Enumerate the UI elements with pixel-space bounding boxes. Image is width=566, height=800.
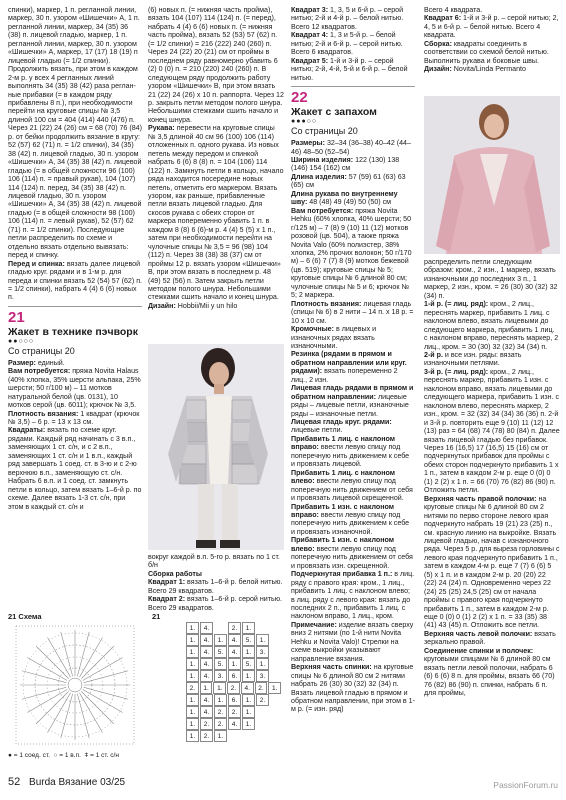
col2-top-text: (6) новых п. (= нижняя часть пройма), вязать 104 (107) 114 (124) п. (= перед), набрать 4 (4) 6 (6) новых п. (= нижняя часть пройма), вязать 52 (53) 57 (62) п. (= 1/2 спинки) = 216 (222) 240 (260) п. Через 24 (22) 20 (21) см от проймы в последнем ряду равномерно убавить 6 (2) 0 (0) п. = 210 (220) 240 (260) п. В следующем ряду продолжить работу узором «Шишечки» В, при этом вязать 21 (22) 24 (26) х 10 п. раппорта. Через 12 р. закрыть петли методом полого шнура. Небольшими стежками сшить начало и конец шнура. [148,6,284,124]
inc-right-text: ввести левую спицу под поперечную нить движением к себе и провязать лицевой. [291,443,410,469]
square-2-heading: Квадрат 2: [148,595,186,604]
assembly-grid-label: 21 [152,612,161,621]
grid-row [186,658,282,670]
assembly-grid [186,622,282,742]
watermark: PassionForum.ru [493,780,558,790]
grid-cell: 1. [242,706,255,718]
grid-cell: 1. [242,646,255,658]
chart-spoke [22,687,66,699]
column-2 [148,6,284,310]
section-number-21: 21 [8,308,25,326]
col4-main-text: распределить петли следующим образом: кром., 2 изн., 1 маркер, вязать изнаночными до последних 3 п., 1 маркер, 2 изн., кром. = 26 (30) 30 (32) 32 (34) п. [424,258,558,300]
schema-label: 21 Схема [8,612,42,621]
grid-row [186,682,282,694]
inc-right-heading: Прибавить 1 лиц. с наклоном вправо: [291,434,396,452]
grid-row [186,730,282,742]
magazine-title: Burda Вязание [29,777,98,788]
grid-cell: 1. [228,658,241,670]
grid-cell: 3. [256,670,269,682]
width-heading: Ширина изделия: [291,155,354,164]
col2-tail-text: вокруг каждой в.п. 5-го р. вязать по 1 ст. б/н [148,553,280,570]
section-number-22: 22 [291,89,308,107]
chart-spoke [81,691,114,724]
width-text: 122 (130) 138 (146) 154 (162) см [291,155,400,173]
left-front-text: вязать зеркально правой. [424,629,556,647]
materials-text: пряжа Novita Hehku (60% хлопка, 40% шерсти; 50 г/125 м) – 7 (8) 9 (10) 11 (12) мотков розовой (цв. 504), а также пряжа Novita Valo (60% полиэстер, 38% хлопка, 2% прочих волокон; 50 г/170 м) – 6 (6) 7 (7) 8 (9) мотков бежевой (цв. 519); круговые спицы № 5; круговые спицы № 6 длиной 80 см; чулочные спицы № 5 и 6; крючок № 5; 2 маркера. [291,206,412,300]
right-front-text: на круговые спицы № 6 длиной 80 см 2 нитями по перво стороне левого края подчеркнуто набрать 19 (21) 23 (25) п., см. красную линию на выкройке. Вязать лицевой гладью, начав с изнаночного ряда. Через 5 р. для выреза горловины с левого края подчеркнуто прибавить 1 п., затем в каждом 4-м р. еще 7 (7) 6 (6) 5 (5) х 1 п. и в каждом 2-м р. 20 (20) 22 (22) 24 (24) п. Одновременно через 22 (24) 25 (25) 24,5 (25) см от начала проймы с правого края подчеркнуто прибавить 1 п., затем в каждом 2-м р. еще 0 (0) 0 (1) 2 (2) х 1 п. = 33 (35) 38 (41) 43 (45) п. Отложить все петли. [424,494,560,630]
patchwork-jacket-photo [148,344,284,550]
grid-cell: 1. [214,730,227,742]
grid-cell: 1. [242,670,255,682]
grid-cell: 3. [214,670,227,682]
grid-cell: 4. [241,682,254,694]
grid-cell: 4. [200,622,213,634]
grid-cell: 1. [186,622,199,634]
grid-cell: 1. [186,694,199,706]
legend-chain: = 1 в.п. [59,752,81,759]
materials-heading: Вам потребуется: [291,206,354,215]
grid-row [186,706,282,718]
chart-spoke [77,694,89,738]
square-3-heading: Квадрат 3: [291,6,329,14]
grid-row [186,670,282,682]
inc-purl-right-heading: Прибавить 1 изн. с наклоном вправо: [291,502,394,520]
row2-text: и все изн. ряды: вязать изнаночными петлями. [424,350,522,368]
grid-cell: 4. [200,658,213,670]
grid-cell: 1. [213,682,226,694]
size-heading: Размер: [8,358,36,367]
legend-slip-stitch-icon: ● [8,752,12,759]
page-number: 52 [8,776,21,788]
stockinette-text: лицевые ряды – лицевые петли, изнаночные ряды – изнаночные петли. [291,392,409,418]
grid-cell: 6. [228,670,241,682]
grid-row [186,646,282,658]
column-4 [424,6,560,74]
materials-heading: Вам потребуется: [8,367,71,376]
grid-row [186,718,282,730]
chart-legend [8,752,119,759]
square-5-text: 1-й и 3-й р. – серой нитью; 2-й, 4-й, 5-й и 6-й р. – белой нитью. [291,56,408,82]
chart-spoke [61,632,73,676]
issue-number: 03/25 [100,777,126,788]
grid-cell: 1. [214,634,227,646]
grid-cell: 1. [186,718,199,730]
edge-heading: Кромочные: [291,325,334,334]
edge-text: в лицевых и изнаночных рядах вязать изнаночными. [291,325,377,350]
square-1-text: вязать 1–6-й р. белой нитью. Всего 29 квадратов. [148,578,283,595]
inc-left-heading: Прибавить 1 лиц. с наклоном влево: [291,468,396,486]
size-text: единый. [35,358,65,367]
column-2-lower [148,553,284,612]
inc-purl-left-text: ввести левую спицу под поперечную нить движением от себя и провязать изн. скрещенной. [291,544,413,570]
grid-cell: 4. [228,718,241,730]
length-text: 57 (59) 61 (63) 63 (65) см [291,172,406,190]
shaping-heading: Подчеркнутая прибавка 1 п.: [291,570,393,579]
grid-row [186,622,282,634]
square-2-text: вязать 1–6-й р. серой нитью. Всего 29 квадратов. [148,595,282,612]
grid-cell: 2. [256,694,269,706]
grid-cell: 2. [200,730,213,742]
chart-spoke [81,646,114,679]
design-heading: Дизайн: [424,65,452,74]
square-4-heading: Квадрат 4: [291,31,329,40]
row1-heading: 1-й р. (= лиц. ряд): [424,300,489,309]
grid-cell: 1. [186,730,199,742]
inner-sleeve-heading: Длина рукава по внутреннему шву: [291,189,398,207]
sizes-heading: Размеры: [291,139,325,148]
difficulty-rating: ●●○○○ [8,337,35,345]
section-title-22: Жакет с запахом [291,106,377,119]
grid-cell: 5. [242,658,255,670]
chart-spoke [36,691,69,724]
square-6-text: 1-й и 3-й р. – серой нитью; 2, 4, 5 и 6-й р. – белой нитью. Всего 4 квадрата. [424,14,559,40]
left-front-heading: Верхняя часть левой полочки: [424,629,533,638]
grid-cell: 1. [186,634,199,646]
grid-cell: 2. [255,682,268,694]
grid-cell: 1. [242,718,255,730]
section-title-21: Жакет в технике пэчворк [8,325,138,338]
grid-cell: 1. [214,694,227,706]
chart-spoke [77,632,89,676]
grid-row [186,694,282,706]
sleeves-text: перевести на круговые спицы № 3,5 длиной 40 см 96 (100) 106 (114) отложенных п. одного рукава. Из новых петель между передом и спинкой набрать 6 (6) 8 (8) п. = 104 (106) 114 (122) п. Замкнуть петли в кольцо, начало ряда находится посередине новых петель, отметить его маркером. Вязать узором, как раньше, прибавленные петли вязать лицевой гладью. Для скосов рукава с обеих сторон от маркера попеременно убавить 1 п. в каждом 8 (8) 6 (6)-м р. 4 (4) 5 (5) х 1 п., затем при необходимости перейти на чулочные спицы № 3,5 = 96 (98) 104 (112) п. Через 38 (38) 38 (37) см от проймы 12 р. вязать узором «Шишечки» В, при этом вязать в последнем р. 48 (49) 52 (56) п. Затем закрыть петли методом полого шнура. Небольшими стежками сшить начало и конец шнура. [148,124,284,302]
grid-cell: 1. [268,682,281,694]
grid-cell: 4. [228,646,241,658]
assembly-heading: Сборка работы [148,569,202,578]
page-reference: Со страницы 20 [291,126,358,137]
front-back-heading: Перед и спинка: [8,259,65,268]
col4-top-text: Всего 4 квадрата. [424,6,483,14]
grid-cell: 4. [200,670,213,682]
note-heading: Примечание: [291,620,337,629]
square-3-text: 1, 3, 5 и 6-й р. – серой нитью; 2-й и 4-й р. – белой нитью. Всего 12 квадратов. [291,6,404,31]
length-heading: Длина изделия: [291,172,347,181]
circular-text: лицевые петли. [291,426,343,435]
grid-cell [214,622,227,634]
grid-cell: 1. [186,706,199,718]
legend-chain-icon: ○ [53,752,58,759]
square-4-text: 1, 3 и 5-й р. – белой нитью; 2-й и 6-й р. – серой нитью. Всего 6 квадратов. [291,31,403,57]
shaping-text: в лиц. ряду с правого края: кром., 1 лиц., прибавить 1 лиц. с наклоном влево; в лиц. ряду с левого края: вязать до последних 2 п., прибавить 1 лиц. с наклоном вправо, 1 лиц., кром. [291,570,415,621]
grid-cell: 1. [242,694,255,706]
grid-cell: 2. [228,706,241,718]
materials-text: пряжа Novita Halaus (40% хлопка, 35% шерсти альпака, 25% шерсти; 50 г/100 м) – 11 мотков натуральной белой (цв. 0131), 10 мотков серой (цв. 6011); крючок № 3,5. [8,367,141,410]
rib-heading: Резинка (рядами в прямом и обратном направлении или круг. рядами): [291,350,407,376]
join-text: круговыми спицами № 6 длиной 80 см вязать петли левой полочки, набрать 6 (6) 6 (6) 8 п. для проймы, вязать 66 (70) 76 (82) 86 (90) п. спинки, набрать 6 п. для проймы, [424,655,555,698]
difficulty-rating: ●●●○○ [291,118,318,126]
grid-cell: 6. [228,694,241,706]
row3-text: кром., 2 лиц., переснять маркер, прибавить 1 изн. с наклоном вправо, вязать лицевыми до следующего маркера, прибавить 1 изн. с наклоном влево, переснять маркер, 2 изн., кром. = 32 (32) 34 (34) 36 (36) п. 2-й и 3-й р. повторить еще 9 (10) 11 (12) 12 (13) раз = 64 (68) 74 (78) 80 (84) п. Далее вязать лицевой гладью без прибавок. Через 16 (16,5) 17 (16,5) 15 (16) см от подчеркнутых прибавок для проймы с обеих сторон подчеркнуто прибавить 1 х 1 п., затем в каждом 2-м р. еще 0 (0) 0 (1) 2 (2) х 1 п. = 66 (70) 76 (82) 86 (90) п. Отложить петли. [424,367,560,495]
grid-cell: 5. [214,646,227,658]
sizes-text: 32–34 (36–38) 40–42 (44–46) 48–50 (52–54) [291,139,411,156]
section-divider [291,86,415,87]
design-text: Novita/Linda Permanto [451,65,526,74]
grid-cell: 2. [227,682,240,694]
wrap-jacket-photo [424,96,560,254]
assembly-heading: Сборка: [424,39,452,48]
grid-cell: 1. [186,646,199,658]
column-1 [8,6,142,511]
squares-heading: Квадраты: [8,426,46,435]
grid-cell: 2. [200,718,213,730]
legend-dc-icon: ǂ [84,752,89,759]
row1-text: кром., 2 лиц., переснять маркер, прибавить 1 лиц. с наклоном влево, вязать лицевыми до следующего маркера, прибавить 1 лиц. с наклоном вправо, переснять маркер, 2 лиц., кром. = 30 (30) 32 (32) 34 (34) п. [424,300,559,351]
grid-cell: 4. [228,634,241,646]
legend-dc: = 1 ст. с/н [90,752,119,759]
square-6-heading: Квадрат 6: [424,14,462,23]
design-heading: Дизайн: [148,301,176,310]
grid-cell: 4. [200,706,213,718]
inc-purl-right-text: ввести левую спицу под поперечную нить движением к себе и провязать изнаночной. [291,511,410,536]
squares-text: вязать по схеме круг. рядами. Каждый ряд начинать с 3 в.п., заменяющих 1 ст. с/н, и с 2 в.п., заменяющих 1 ст. с/н и 1 в.п., каждый ряд завершать 1 соед. ст. в 3-ю и с 2-ю верхнюю в.п., заменяющую ст. с/н. Набрать 6 в.п. и 1 соед. ст. замкнуть петли в кольцо, затем вязать 1–6-й р. по схеме. Далее вязать 1-3 ст. с/н, при этом в каждый ст. с/н и [8,426,142,511]
front-back-text: вязать далее лицевой гладью круг. рядами и в 1-м р. для переда и спинки вязать 52 (54) 57 (62) п. = 1/2 спинки), набрать 4 (4) 6 (6) новых п. [8,259,143,302]
chart-spoke [22,671,66,683]
sleeves-heading: Рукава: [148,124,175,133]
crochet-chart [8,622,142,748]
back-text: на круговые спицы № 6 длиной 80 см 2 нитями набрать 26 (30) 30 (32) 32 (34) п. Вязать лицевой гладью в прямом и обратном направлении, при этом в 1-м р. (= изн. ряд) [291,663,415,714]
inc-left-text: ввести левую спицу под поперечную нить движением от себя и провязать лицевой скрещенной. [291,477,413,503]
square-1-heading: Квадрат 1: [148,578,186,587]
join-heading: Соединение спинки и полочек: [424,646,534,655]
page-footer [8,776,125,788]
grid-cell: 3. [256,646,269,658]
inner-sleeve-text: 48 (48) 49 (49) 50 (50) см [307,198,392,207]
col1-top-text: спинки), маркер, 1 п. регланной линии, маркер, 30 п. узором «Шишечки» А, 1 п. регланной линии, маркер, 34 (35) 36 (38) п. лицевой гладью, маркер, 1 п. регланной линии, маркер, 30 п. узором «Шишечки» А, маркер, 17 (17) 18 (19) п лицевой гладью (= 1/2 спинки). Продолжить вязать, при этом в каждом 2-м р. у всех 4 регланных линий выполнять 34 (35) 38 (42) раза регланные прибавки (= в каждом ряду прибавлены 8 п.), при необходимости перейти на круговые спицы № 3,5 длиной 100 см = 404 (414) 440 (476) п. Через 21 (22) 24 (26) см = 68 (70) 76 (84) р. от бейки продолжить вязание в кругу: 52 (57) 62 (71) п. = 1/2 спинки), 34 (35) 38 (42) п. лицевой гладью, 30 п. узором «Шишечки» А, 34 (35) 38 (42) п. лицевой гладью (= в общей сложности 96 (100) 106 (114) п. = правый рукав), 104 (107) 114 (124) п. перед, 34 (35) 38 (42) п. лицевой гладью, 30 п. узором «Шишечки» А, 34 (35) 38 (42) п. лицевой гладью (= в общей сложности 98 (100) 106 (114) п. = левый рукав), 52 (57) 62 (71) п. = 1/2 спинки). Последующие петли распределить по схеме и отдельно вязать отдельно вывязать: перед и спинку. [8,6,142,260]
grid-row [186,634,282,646]
grid-cell: 1. [256,634,269,646]
grid-cell: 4. [200,634,213,646]
design-text: Hobbii/Mii y un hilo [175,301,238,310]
grid-cell: 1. [186,658,199,670]
grid-cell: 2. [186,682,199,694]
row2-heading: 2-й р. [424,350,443,359]
chart-spoke [36,646,69,679]
grid-cell: 1. [256,658,269,670]
square-5-heading: Квадрат 5: [291,56,329,65]
chart-spoke [84,687,128,699]
grid-cell: 4. [200,694,213,706]
note-text: изделие вязать сверху вниз 2 нитями (по 1-й нити Novita Hehku и Novita Valo)! Стрелки на схеме выкройки указывают направление вязания. [291,620,414,663]
page-reference: Со страницы 20 [8,345,75,356]
legend-slip-stitch: = 1 соед. ст. [13,752,50,759]
grid-cell: 1. [242,622,255,634]
inc-purl-left-heading: Прибавить 1 изн. с наклоном влево: [291,536,394,553]
grid-cell: 1. [200,682,213,694]
chart-spoke [84,671,128,683]
grid-cell: 2. [214,718,227,730]
density-text: лицевая гладь (спицы № 6) в 2 нити – 14 п. х 18 р. = 10 х 10 см. [291,299,414,325]
grid-cell: 5. [242,634,255,646]
density-heading: Плотность вязания: [291,299,362,308]
column-4-lower [424,258,560,698]
grid-cell: 4. [200,646,213,658]
chart-spoke [61,694,73,738]
right-front-heading: Верхняя часть правой полочки: [424,494,537,503]
grid-cell: 1. [186,670,199,682]
back-heading: Верхняя часть спинки: [291,663,372,672]
grid-cell: 2. [228,622,241,634]
density-heading: Плотность вязания: [8,409,79,418]
row3-heading: 3-й р. (= лиц. ряд): [424,367,489,376]
rib-text: вязать попеременно 2 лиц., 2 изн. [291,367,398,384]
circular-heading: Лицевая гладь круг. рядами: [291,418,392,427]
density-text: 1 квадрат (крючок № 3,5) – 6 р. = 13 х 13 см. [8,409,140,427]
column-3 [291,6,415,714]
section-divider [8,306,142,307]
stockinette-heading: Лицевая гладь рядами в прямом и обратном направлении: [291,384,414,401]
grid-cell: 5. [214,658,227,670]
grid-cell: 2. [214,706,227,718]
assembly-text: квадраты соединить в соответствии со схемой белой нитью. Выполнить рукава и боковые швы. [424,39,549,65]
